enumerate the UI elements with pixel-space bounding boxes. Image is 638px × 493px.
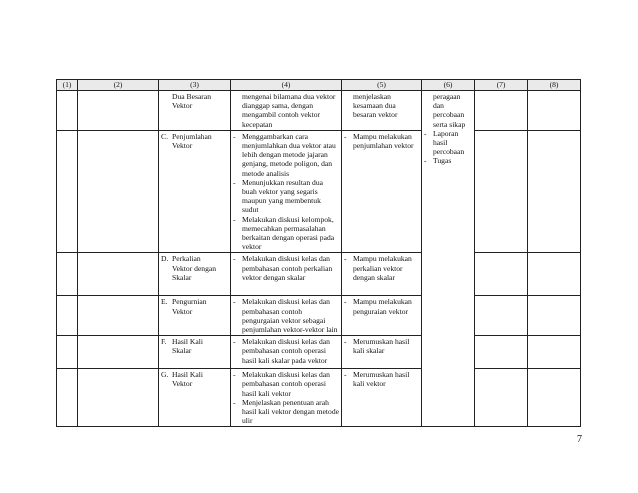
table-cell bbox=[57, 369, 78, 427]
list-item-text: Tugas bbox=[433, 156, 452, 166]
list-item-text: Mampu melakukan penjumlahan vektor bbox=[353, 131, 414, 151]
bullet-dash: - bbox=[424, 128, 427, 138]
bullet-dash: - bbox=[233, 131, 236, 141]
subtopic-title: Dua Besaran bbox=[172, 92, 212, 101]
column-header: (3) bbox=[159, 80, 231, 91]
column-header: (5) bbox=[342, 80, 422, 91]
table-cell bbox=[475, 91, 528, 131]
table-cell bbox=[475, 369, 528, 427]
table-cell bbox=[57, 336, 78, 369]
column-header: (2) bbox=[78, 80, 159, 91]
syllabus-table bbox=[56, 79, 581, 427]
bullet-dash: - bbox=[424, 156, 427, 166]
list-item-text: Laporan hasil percobaan bbox=[433, 128, 465, 157]
list-item-text: mengenai bilamana dua vektor dianggap sama, dengan mengambil contoh vektor kecepatan bbox=[242, 92, 336, 129]
table-cell bbox=[528, 91, 581, 131]
bullet-dash: - bbox=[233, 254, 236, 264]
list-item bbox=[233, 92, 339, 129]
table-cell bbox=[231, 369, 342, 427]
list-item bbox=[233, 337, 339, 365]
subtopic-title: Hasil Kali bbox=[172, 370, 204, 380]
subtopic-title: Skalar bbox=[172, 346, 192, 356]
list-item bbox=[344, 132, 419, 150]
list-item-text: Merumuskan hasil kali skalar bbox=[353, 337, 410, 356]
bullet-dash: - bbox=[233, 337, 236, 347]
bullet-dash: - bbox=[344, 297, 347, 307]
list-item-text: Melakukan diskusi kelas dan pembahasan contoh pengurgaian vektor sebagai penjumlahan vektor-vektor lain bbox=[242, 297, 338, 335]
list-item bbox=[424, 129, 472, 157]
table-cell bbox=[159, 130, 231, 253]
bullet-dash bbox=[344, 92, 353, 120]
column-header: (4) bbox=[231, 80, 342, 91]
table-cell bbox=[159, 336, 231, 369]
list-item-text: Merumuskan hasil kali vektor bbox=[353, 370, 410, 389]
table-cell bbox=[342, 130, 422, 253]
table-cell bbox=[57, 253, 78, 296]
table-cell bbox=[78, 91, 159, 131]
table-cell bbox=[231, 253, 342, 296]
list-item bbox=[233, 178, 339, 215]
subtopic-title: Skalar bbox=[172, 272, 192, 282]
subtopic-title: Pengurnian bbox=[172, 297, 207, 307]
bullet-dash: - bbox=[233, 177, 236, 187]
subtopic-title: Vektor dengan bbox=[172, 263, 217, 273]
table-cell bbox=[78, 296, 159, 336]
table-cell bbox=[159, 253, 231, 296]
column-header: (8) bbox=[528, 80, 581, 91]
table-cell bbox=[57, 130, 78, 253]
bullet-dash bbox=[424, 92, 433, 129]
list-item bbox=[233, 297, 339, 334]
list-item bbox=[233, 398, 339, 426]
bullet-dash: - bbox=[344, 370, 347, 380]
subtopic-title: Hasil Kali bbox=[172, 337, 204, 347]
table-row bbox=[57, 369, 581, 427]
subtopic-title: Vektor bbox=[172, 101, 193, 111]
table-cell bbox=[78, 130, 159, 253]
list-item-text: Menggambarkan cara menjumlahkan dua vektor atau lebih dengan metode jajaran genjang, metode poligon, dan metode analisis bbox=[242, 131, 336, 178]
subtopic-title: Vektor bbox=[172, 379, 193, 389]
list-item bbox=[424, 92, 472, 129]
bullet-dash: - bbox=[344, 131, 347, 141]
bullet-dash: - bbox=[344, 337, 347, 347]
table-cell bbox=[475, 253, 528, 296]
list-item bbox=[233, 132, 339, 178]
list-item bbox=[233, 370, 339, 398]
subtopic-title: Vektor bbox=[172, 141, 193, 151]
table-cell bbox=[422, 91, 475, 427]
list-item bbox=[424, 156, 472, 165]
table-row bbox=[57, 296, 581, 336]
list-item bbox=[233, 254, 339, 282]
list-item-text: Mampu melakukan penguraian vektor bbox=[353, 297, 412, 316]
column-header: (1) bbox=[57, 80, 78, 91]
list-item-text: peragaan dan percobaan serta sikap bbox=[433, 92, 466, 129]
table-cell bbox=[231, 130, 342, 253]
table-cell bbox=[528, 369, 581, 427]
bullet-dash: - bbox=[344, 254, 347, 264]
table-cell bbox=[231, 296, 342, 336]
bullet-dash: - bbox=[233, 370, 236, 380]
subtopic-title: Vektor bbox=[172, 306, 193, 316]
bullet-dash: - bbox=[233, 214, 236, 224]
subtopic-code: F. bbox=[161, 337, 167, 347]
table-cell bbox=[342, 91, 422, 131]
list-item-text: Melakukan diskusi kelas dan pembahasan contoh operasi hasil kali skalar pada vektor bbox=[242, 337, 330, 365]
list-item-text: Melakukan diskusi kelompok, memecahkan permasalahan berkaitan dengan operasi pada vektor bbox=[242, 214, 335, 252]
list-item bbox=[344, 92, 419, 120]
bullet-dash bbox=[233, 92, 242, 129]
header-row bbox=[57, 80, 581, 91]
table-cell bbox=[342, 369, 422, 427]
table-cell bbox=[57, 296, 78, 336]
table-cell bbox=[528, 130, 581, 253]
table-row bbox=[57, 253, 581, 296]
table-cell bbox=[57, 91, 78, 131]
subtopic-code: G. bbox=[161, 370, 169, 380]
list-item bbox=[344, 254, 419, 282]
table-cell bbox=[159, 369, 231, 427]
table-cell bbox=[342, 336, 422, 369]
table-row bbox=[57, 91, 581, 131]
list-item-text: Menjelaskan penentuan arah hasil kali vektor dengan metode ulir bbox=[242, 397, 340, 426]
list-item-text: Melakukan diskusi kelas dan pembahasan contoh perkalian vektor dengan skalar bbox=[242, 254, 333, 282]
table-cell bbox=[342, 253, 422, 296]
bullet-dash: - bbox=[233, 297, 236, 307]
list-item-text: Mampu melakukan perkalian vektor dengan skalar bbox=[353, 254, 412, 282]
list-item-text: Melakukan diskusi kelas dan pembahasan contoh operasi hasil kali vektor bbox=[242, 370, 330, 398]
table-row bbox=[57, 336, 581, 369]
table-cell bbox=[475, 336, 528, 369]
table-cell bbox=[475, 130, 528, 253]
subtopic-title: Penjumlahan bbox=[172, 131, 212, 141]
list-item bbox=[344, 337, 419, 355]
list-item-text: Menunjukkan resultan dua buah vektor yang segaris maupun yang membentuk sudut bbox=[242, 177, 323, 215]
subtopic-code: C. bbox=[161, 131, 168, 141]
table-cell bbox=[342, 296, 422, 336]
table-cell bbox=[528, 336, 581, 369]
list-item bbox=[344, 297, 419, 315]
table-cell bbox=[231, 336, 342, 369]
list-item-text: menjelaskan kesamaan dua besaran vektor bbox=[353, 92, 398, 120]
page-number: 7 bbox=[577, 434, 582, 445]
table-cell bbox=[528, 253, 581, 296]
table-cell bbox=[231, 91, 342, 131]
list-item bbox=[233, 215, 339, 252]
table-cell bbox=[159, 91, 231, 131]
table-row bbox=[57, 130, 581, 253]
table-cell bbox=[78, 369, 159, 427]
list-item bbox=[344, 370, 419, 388]
table-cell bbox=[78, 253, 159, 296]
column-header: (7) bbox=[475, 80, 528, 91]
column-header: (6) bbox=[422, 80, 475, 91]
bullet-dash: - bbox=[233, 397, 236, 407]
table-cell bbox=[159, 296, 231, 336]
table-cell bbox=[475, 296, 528, 336]
table-cell bbox=[528, 296, 581, 336]
table-cell bbox=[78, 336, 159, 369]
subtopic-code: E. bbox=[161, 297, 168, 307]
subtopic-title: Perkalian bbox=[172, 254, 201, 264]
subtopic-code: D. bbox=[161, 254, 169, 264]
